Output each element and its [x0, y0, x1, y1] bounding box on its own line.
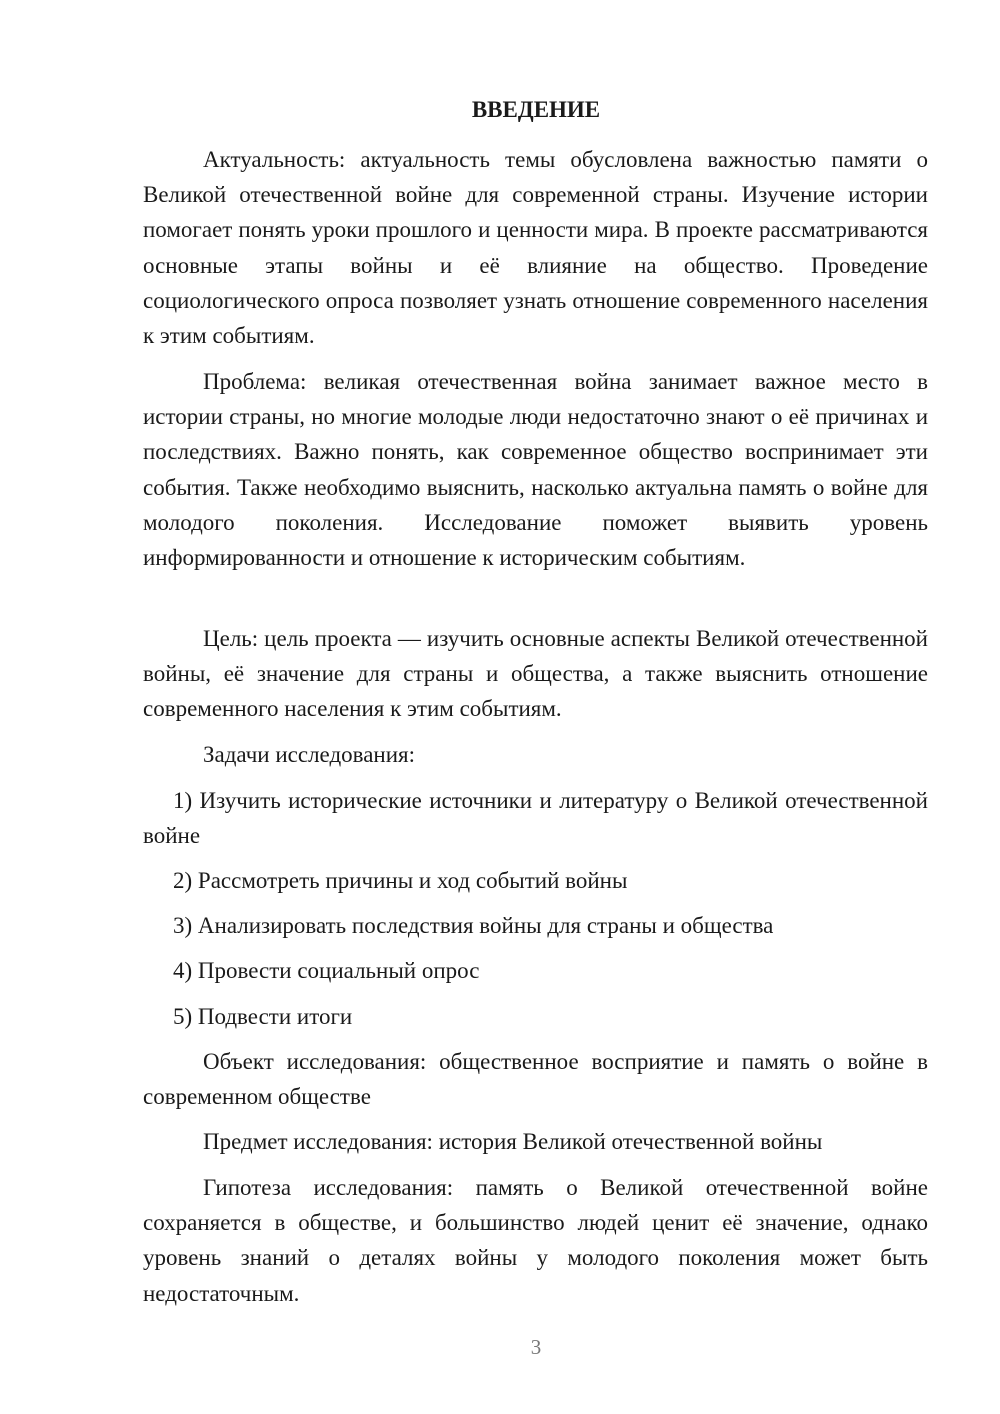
problem-text: Проблема: великая отечественная война занимает важное место в истории страны, но многие молодые люди недостаточно знают о её причинах и последствиях. Важно понять, как современное общество воспринимает эти события. Также необходимо выяснить, насколько актуальна память о войне для молодого поколения. Исследование поможет выявить уровень информированности и отношение к историческим событиям. — [143, 369, 928, 571]
hypothesis-paragraph — [143, 1170, 928, 1311]
task-item-4 — [143, 953, 928, 988]
subject-paragraph — [143, 1124, 928, 1159]
object-paragraph — [143, 1044, 928, 1114]
goal-text: Цель: цель проекта — изучить основные аспекты Великой отечественной войны, её значение для страны и общества, а также выяснить отношение современного населения к этим событиям. — [143, 626, 928, 722]
task-text: 1) Изучить исторические источники и литературу о Великой отечественной войне — [143, 788, 928, 849]
relevance-text: Актуальность: актуальность темы обусловлена важностью памяти о Великой отечественной войне для современной страны. Изучение истории помогает понять уроки прошлого и ценности мира. В проекте рассматриваются основные этапы войны и её влияние на общество. Проведение социологического опроса позволяет узнать отношение современного населения к этим событиям. — [143, 147, 928, 349]
task-text: 2) Рассмотреть причины и ход событий войны — [173, 868, 628, 893]
problem-paragraph — [143, 364, 928, 575]
task-text: 4) Провести социальный опрос — [173, 958, 480, 983]
task-text: 5) Подвести итоги — [173, 1004, 353, 1029]
goal-paragraph — [143, 621, 928, 727]
task-item-2 — [143, 863, 928, 898]
tasks-heading-paragraph — [143, 737, 928, 772]
task-item-3 — [143, 908, 928, 943]
task-item-5 — [143, 999, 928, 1034]
object-text: Объект исследования: общественное восприятие и память о войне в современном обществе — [143, 1049, 928, 1110]
relevance-paragraph — [143, 142, 928, 353]
subject-text: Предмет исследования: история Великой отечественной войны — [203, 1129, 823, 1154]
hypothesis-text: Гипотеза исследования: память о Великой отечественной войне сохраняется в обществе, и большинство людей ценит её значение, однако уровень знаний о деталях войны у молодого поколения может быть недостаточным. — [143, 1175, 928, 1306]
tasks-heading: Задачи исследования: — [203, 742, 416, 767]
task-item-1 — [143, 783, 928, 853]
page-number: 3 — [530, 1335, 542, 1359]
page-title: ВВЕДЕНИЕ — [471, 97, 601, 122]
task-text: 3) Анализировать последствия войны для страны и общества — [173, 913, 774, 938]
